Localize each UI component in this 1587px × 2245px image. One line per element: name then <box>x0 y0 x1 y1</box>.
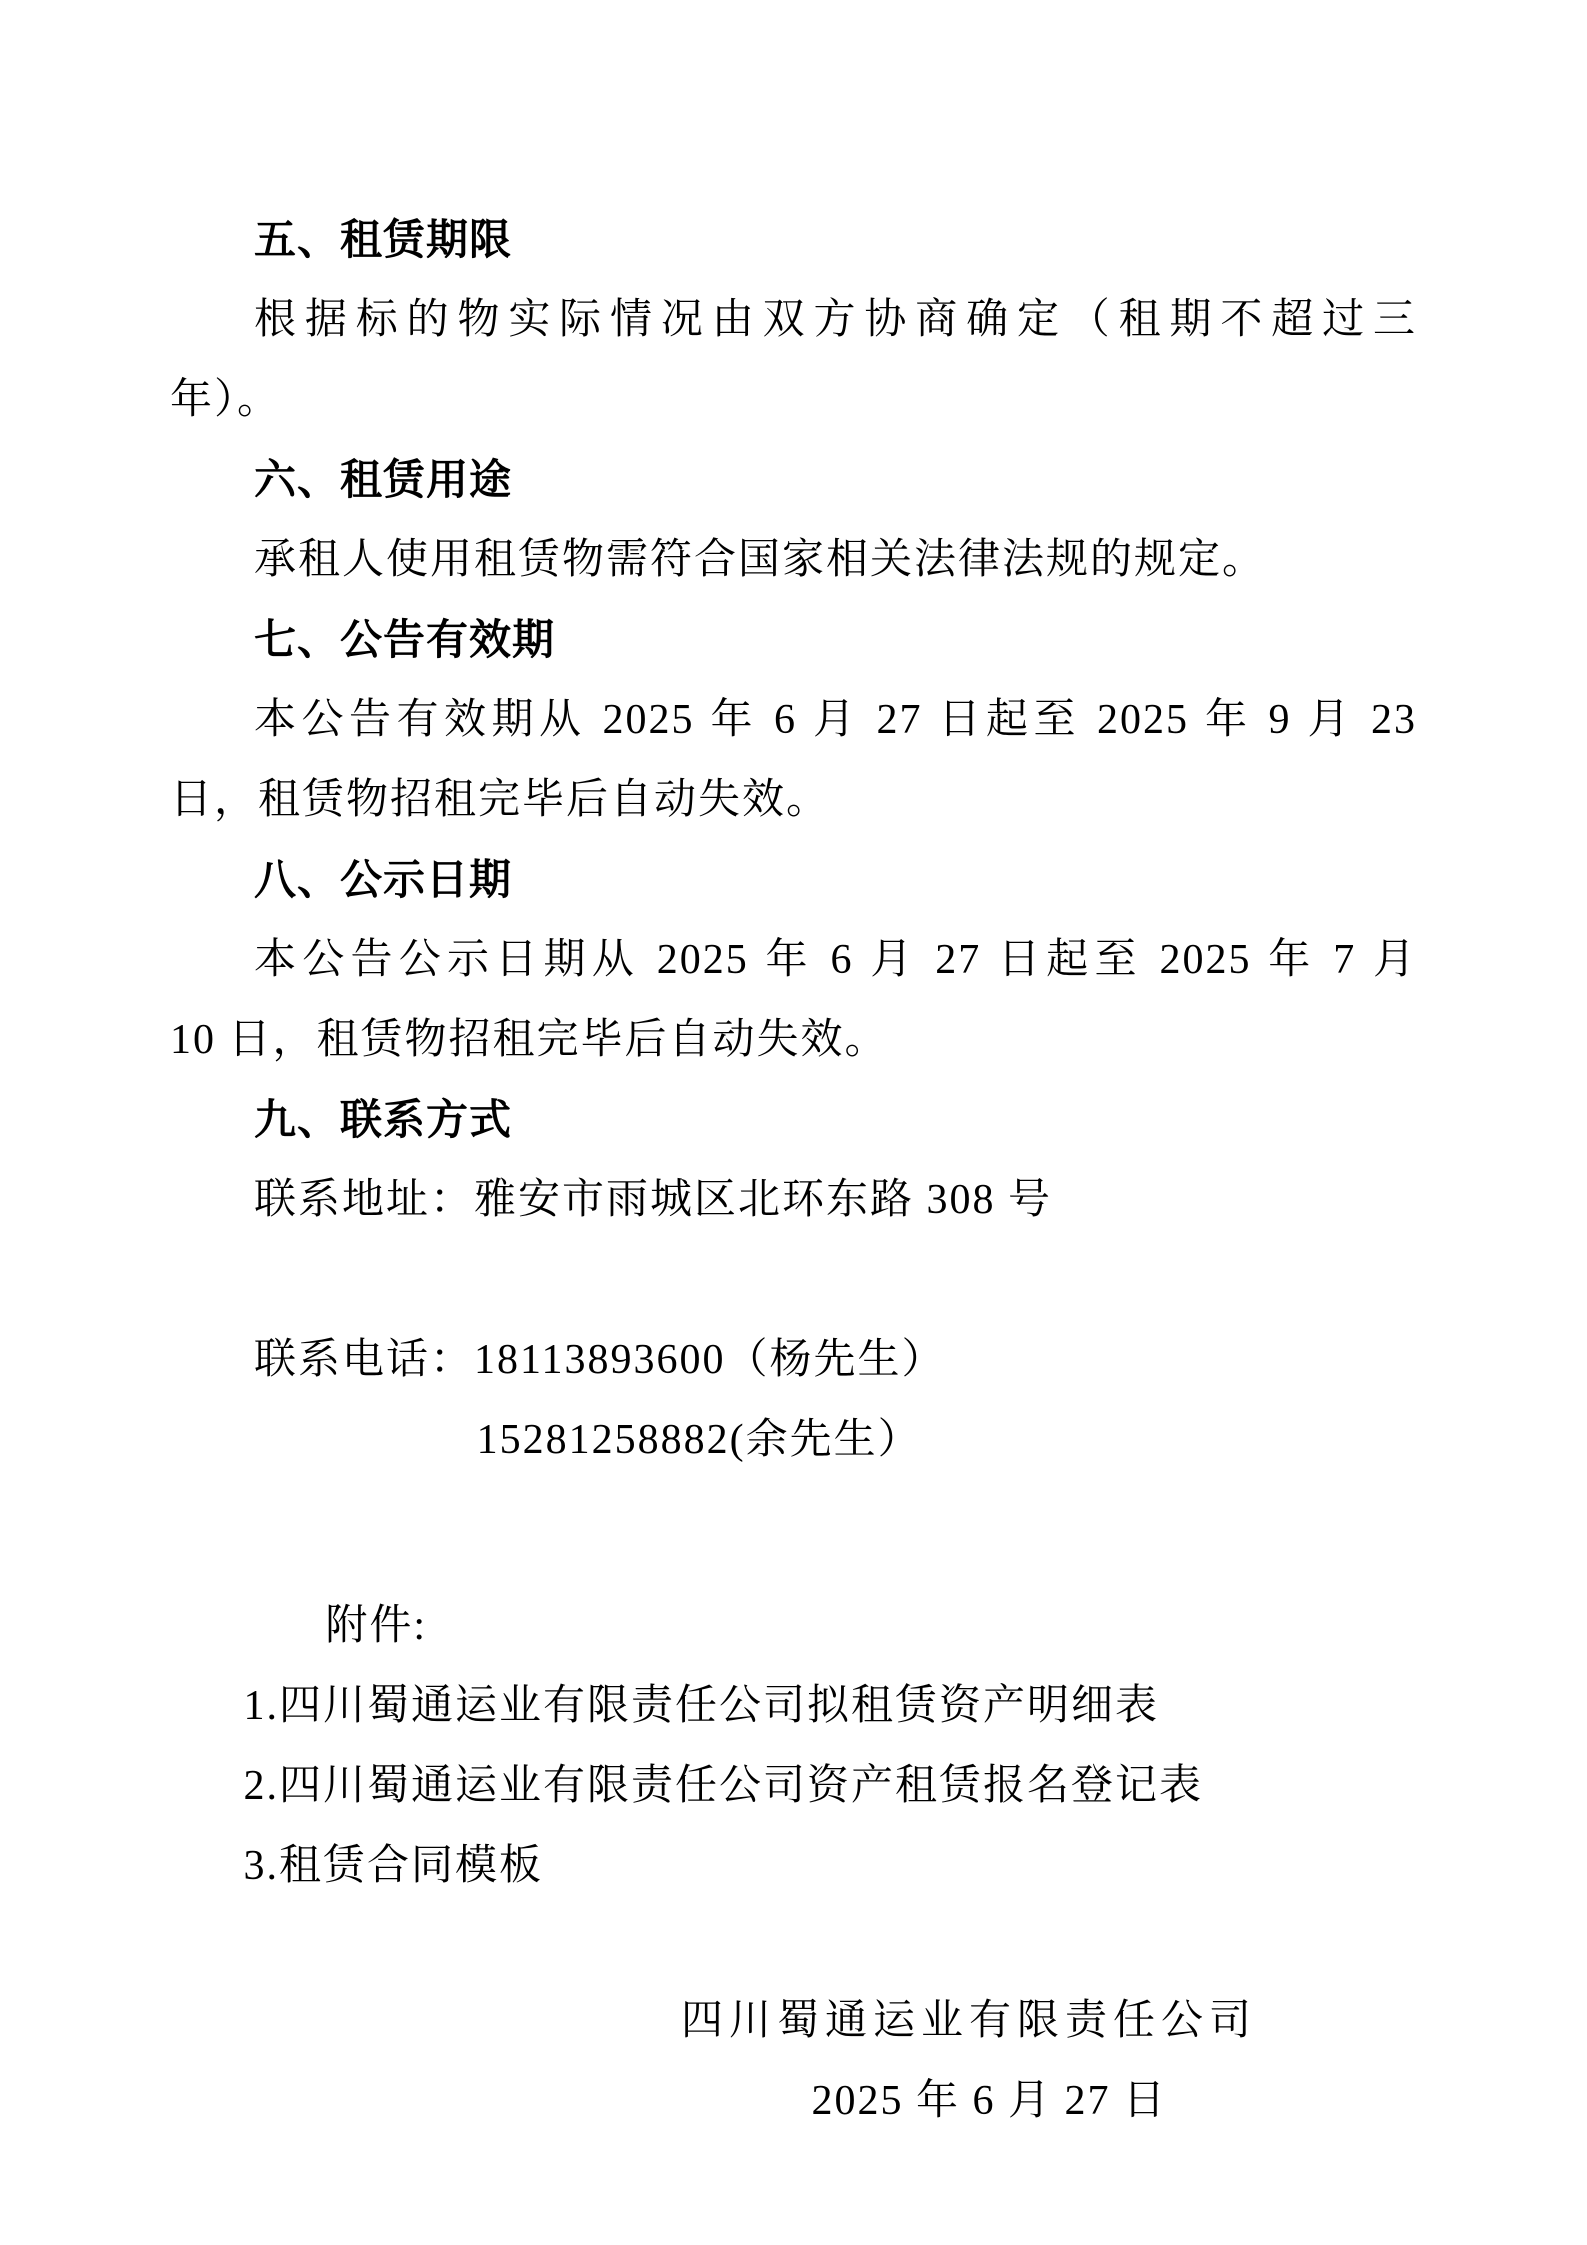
paragraph-line: 10 日，租赁物招租完毕后自动失效。 <box>170 1017 889 1063</box>
attachment-item-2: 2.四川蜀通运业有限责任公司资产租赁报名登记表 <box>243 1763 1204 1809</box>
attachment-item-3: 3.租赁合同模板 <box>243 1843 544 1889</box>
paragraph-line: 年）。 <box>170 377 282 423</box>
section-heading-9: 九、联系方式 <box>254 1096 513 1143</box>
attachments-block <box>170 1586 1417 1906</box>
paragraph-line: 本公告公示日期从 2025 年 6 月 27 日起至 2025 年 7 月 <box>254 937 1417 983</box>
attachment-item-1: 1.四川蜀通运业有限责任公司拟租赁资产明细表 <box>243 1683 1160 1729</box>
section-heading-6: 六、租赁用途 <box>254 456 513 503</box>
paragraph-line: 日，租赁物招租完毕后自动失效。 <box>170 777 831 823</box>
blank-line <box>170 1240 1417 1320</box>
section-heading-8: 八、公示日期 <box>254 856 513 903</box>
contact-phone-line-1: 联系电话：18113893600（杨先生） <box>254 1337 946 1383</box>
paragraph-line: 本公告有效期从 2025 年 6 月 27 日起至 2025 年 9 月 23 <box>254 697 1417 743</box>
contact-address-line: 联系地址：雅安市雨城区北环东路 308 号 <box>254 1177 1053 1223</box>
attachments-label: 附件: <box>325 1603 428 1649</box>
contact-phone-line-2: 15281258882(余先生） <box>476 1417 922 1463</box>
section-heading-5: 五、租赁期限 <box>254 216 513 263</box>
signature-date: 2025 年 6 月 27 日 <box>811 2078 1167 2124</box>
paragraph-line: 根据标的物实际情况由双方协商确定（租期不超过三 <box>254 297 1417 343</box>
signature-company-name: 四川蜀通运业有限责任公司 <box>680 1998 1257 2044</box>
section-heading-7: 七、公告有效期 <box>254 616 556 663</box>
signature-block <box>170 1981 1417 2141</box>
blank-line <box>170 1480 1417 1560</box>
paragraph-line: 承租人使用租赁物需符合国家相关法律法规的规定。 <box>254 537 1267 583</box>
